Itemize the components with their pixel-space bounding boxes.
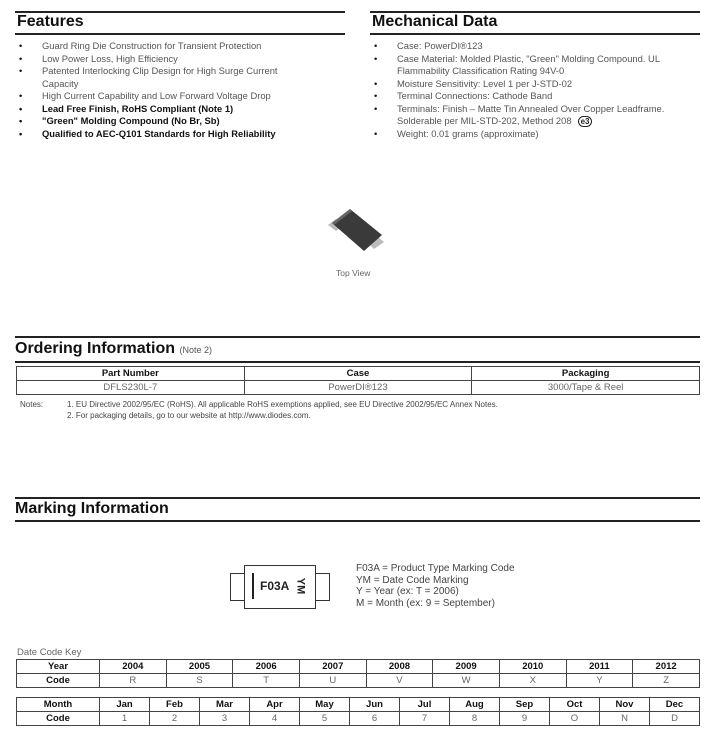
month-cell: Apr [250, 698, 300, 712]
ordering-note-ref: (Note 2) [179, 345, 212, 355]
mechanical-item [370, 78, 675, 91]
year-code-cell: W [433, 674, 500, 688]
mechanical-item [370, 40, 675, 53]
year-cell: 2008 [366, 660, 433, 674]
month-cell: Feb [150, 698, 200, 712]
year-cell: 2006 [233, 660, 300, 674]
feature-item: • Low Power Loss, High Efficiency [15, 53, 315, 66]
year-code-label: Code [17, 674, 100, 688]
year-code-table [16, 659, 700, 688]
marking-title: Marking Information [15, 500, 169, 517]
mechanical-item [370, 103, 675, 128]
month-code-table [16, 697, 700, 726]
mechanical-item [370, 53, 675, 78]
month-cell: Aug [450, 698, 500, 712]
year-code-cell: Y [566, 674, 633, 688]
month-cell: Jul [400, 698, 450, 712]
mechanical-item-text: Case: PowerDI®123 [397, 40, 483, 51]
mechanical-item-text: Weight: 0.01 grams (approximate) [397, 127, 539, 139]
feature-item: • "Green" Molding Compound (No Br, Sb) [15, 115, 315, 128]
marking-diagram [230, 565, 330, 609]
mechanical-list [370, 40, 675, 140]
rule [15, 33, 345, 35]
month-code-cell: 5 [300, 712, 350, 726]
year-cell: 2010 [499, 660, 566, 674]
month-code-cell: 3 [200, 712, 250, 726]
note-1: 1. EU Directive 2002/95/EC (RoHS). All applicable RoHS exemptions applied, see EU Directive 2002/95/EC Annex Notes. [67, 400, 498, 409]
rule [15, 520, 700, 522]
feature-item: • Patented Interlocking Clip Design for High Surge Current Capacity [15, 65, 315, 90]
rule [15, 497, 700, 499]
month-code-label: Code [17, 712, 100, 726]
month-code-cell: O [550, 712, 600, 726]
year-code-cell: U [299, 674, 366, 688]
feature-item: • Qualified to AEC-Q101 Standards for High Reliability [15, 128, 315, 141]
cathode-band [252, 573, 254, 599]
legend-line: M = Month (ex: 9 = September) [356, 597, 495, 609]
feature-item: • Lead Free Finish, RoHS Compliant (Note 1) [15, 103, 315, 116]
note-2: 2. For packaging details, go to our website at http://www.diodes.com. [67, 411, 311, 420]
part-number: DFLS230L-7 [17, 381, 245, 395]
mechanical-item [370, 90, 675, 103]
feature-item: • High Current Capability and Low Forward Voltage Drop [15, 90, 315, 103]
month-code-cell: 1 [100, 712, 150, 726]
month-cell: Sep [500, 698, 550, 712]
month-code-cell: 6 [350, 712, 400, 726]
month-code-cell: 2 [150, 712, 200, 726]
mechanical-title: Mechanical Data [372, 13, 498, 30]
features-list [15, 40, 315, 140]
ordering-title-text: Ordering Information [15, 340, 175, 357]
header-case: Case [244, 367, 472, 381]
mechanical-item-text: Moisture Sensitivity: Level 1 per J-STD-02 [397, 77, 573, 89]
month-cell: Oct [550, 698, 600, 712]
year-code-cell: X [499, 674, 566, 688]
year-cell: 2012 [633, 660, 700, 674]
legend-line: Y = Year (ex: T = 2006) [356, 586, 459, 597]
rule [370, 33, 700, 35]
header-part-number: Part Number [17, 367, 245, 381]
mechanical-item-text: Terminals: Finish – Matte Tin Annealed Over Copper Leadframe. Solderable per MIL-STD-202, Method 208 [397, 102, 665, 126]
month-code-cell: D [650, 712, 700, 726]
month-cell: May [300, 698, 350, 712]
month-code-cell: 7 [400, 712, 450, 726]
e3-lead-free-icon: e3 [578, 116, 593, 127]
month-code-cell: 4 [250, 712, 300, 726]
mechanical-item-text: Case Material: Molded Plastic, "Green" Molding Compound. UL Flammability Classification Rating 94V-0 [397, 52, 660, 76]
features-title: Features [17, 13, 84, 30]
header-packaging: Packaging [472, 367, 700, 381]
year-cell: 2004 [100, 660, 167, 674]
rule [15, 361, 700, 363]
year-code-cell: T [233, 674, 300, 688]
date-code-key-label: Date Code Key [17, 647, 82, 658]
ordering-title [15, 340, 212, 358]
year-code-cell: V [366, 674, 433, 688]
year-cell: 2005 [166, 660, 233, 674]
chip-code: F03A [260, 579, 290, 593]
year-code-cell: S [166, 674, 233, 688]
month-code-cell: 8 [450, 712, 500, 726]
package-caption: Top View [336, 268, 371, 278]
package-image [322, 205, 392, 260]
year-code-cell: Z [633, 674, 700, 688]
year-code-cell: R [100, 674, 167, 688]
month-cell: Mar [200, 698, 250, 712]
legend-line: F03A = Product Type Marking Code [356, 563, 515, 574]
month-cell: Nov [600, 698, 650, 712]
notes-label: Notes: [20, 400, 44, 409]
marking-legend [356, 563, 515, 609]
month-cell: Jun [350, 698, 400, 712]
year-label: Year [17, 660, 100, 674]
month-code-cell: 9 [500, 712, 550, 726]
year-cell: 2007 [299, 660, 366, 674]
case: PowerDI®123 [244, 381, 472, 395]
month-cell: Jan [100, 698, 150, 712]
chip-date-code: YM [294, 577, 307, 595]
feature-item: • Guard Ring Die Construction for Transient Protection [15, 40, 315, 53]
rule [15, 336, 700, 338]
packaging: 3000/Tape & Reel [472, 381, 700, 395]
month-code-cell: N [600, 712, 650, 726]
legend-line: YM = Date Code Marking [356, 574, 469, 586]
mechanical-item [370, 128, 675, 141]
year-cell: 2009 [433, 660, 500, 674]
month-cell: Dec [650, 698, 700, 712]
ordering-table [16, 366, 700, 395]
year-cell: 2011 [566, 660, 633, 674]
mechanical-item-text: Terminal Connections: Cathode Band [397, 90, 553, 101]
month-label: Month [17, 698, 100, 712]
